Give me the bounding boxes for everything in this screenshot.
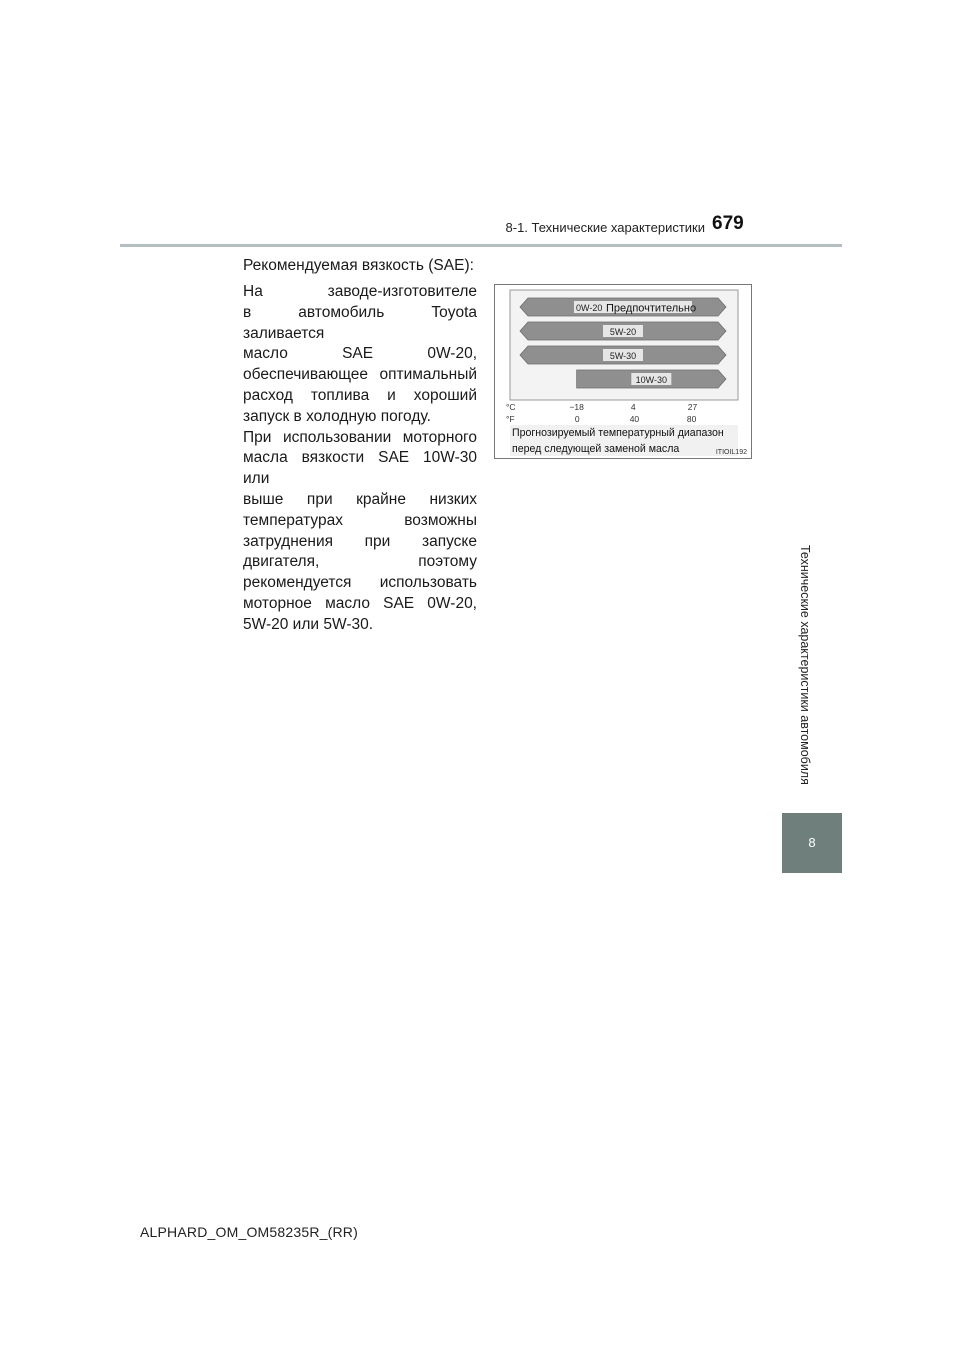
fahrenheit-tick-label: 0 bbox=[574, 414, 580, 424]
celsius-tick-label: −18 bbox=[569, 402, 584, 412]
chapter-number: 8 bbox=[808, 835, 816, 850]
paragraph-line: моторное масло SAE 0W-20, bbox=[243, 594, 477, 612]
paragraph-line: в автомобиль Toyota заливается bbox=[243, 303, 477, 342]
fahrenheit-tick-label: 40 bbox=[629, 414, 640, 424]
celsius-unit-label: °C bbox=[506, 402, 516, 412]
viscosity-heading: Рекомендуемая вязкость (SAE): bbox=[243, 257, 474, 274]
fahrenheit-tick-label: 80 bbox=[686, 414, 697, 424]
paragraph-line: выше при крайне низких bbox=[243, 490, 477, 508]
bar-grade-label: 0W-20 bbox=[576, 303, 603, 313]
chart-caption-line-1: Прогнозируемый температурный диапазон bbox=[512, 427, 724, 439]
figure-image-code: ITIOIL192 bbox=[715, 449, 747, 456]
document-code: ALPHARD_OM_OM58235R_(RR) bbox=[140, 1224, 358, 1240]
bar-grade-label: 5W-30 bbox=[609, 351, 637, 361]
paragraph-line: температурах возможны bbox=[243, 511, 477, 529]
bar-preferred-note: Предпочтительно bbox=[606, 302, 697, 315]
paragraph-line: На заводе-изготовителе bbox=[243, 283, 477, 300]
viscosity-chart bbox=[494, 284, 752, 459]
body-paragraph bbox=[243, 282, 477, 636]
paragraph-line: расход топлива и хороший bbox=[243, 386, 477, 404]
viscosity-chart-figure bbox=[494, 284, 752, 459]
paragraph-line: обеспечивающее оптимальный bbox=[243, 366, 477, 384]
paragraph-line: масло SAE 0W-20, bbox=[243, 345, 477, 363]
bar-grade-label: 5W-20 bbox=[609, 327, 637, 337]
paragraph-line: 5W-20 или 5W-30. bbox=[243, 615, 374, 633]
bar-grade-label: 10W-30 bbox=[635, 375, 668, 385]
celsius-tick-label: 27 bbox=[687, 402, 698, 412]
paragraph-line: При использовании моторного bbox=[243, 428, 477, 446]
page-number: 679 bbox=[712, 213, 744, 234]
paragraph-line: двигателя, поэтому bbox=[243, 553, 477, 571]
running-header-section: 8-1. Технические характеристики bbox=[505, 220, 705, 235]
celsius-tick-label: 4 bbox=[630, 402, 636, 412]
paragraph-line: рекомендуется использовать bbox=[243, 574, 477, 592]
fahrenheit-unit-label: °F bbox=[506, 414, 515, 424]
chapter-tab bbox=[782, 813, 842, 873]
paragraph-line: масла вязкости SAE 10W-30 или bbox=[243, 449, 477, 488]
paragraph-line: затруднения при запуске bbox=[243, 532, 477, 550]
chapter-title-vertical: Технические характеристики автомобиля bbox=[798, 545, 812, 785]
chart-caption-line-2: перед следующей заменой масла bbox=[512, 443, 680, 455]
paragraph-line: запуск в холодную погоду. bbox=[243, 407, 431, 425]
header-rule bbox=[120, 244, 842, 247]
